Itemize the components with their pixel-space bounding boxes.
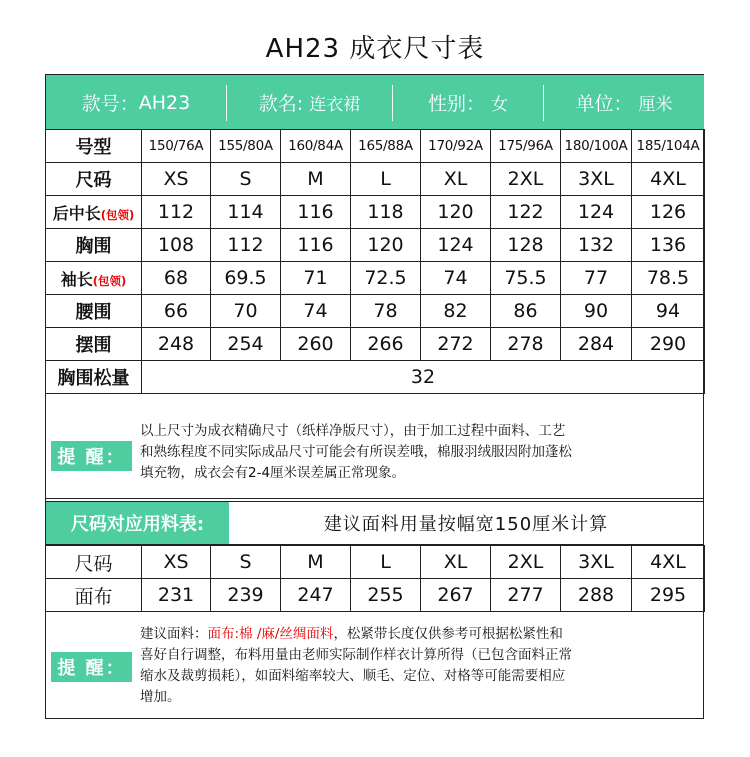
size-cell: XL [421, 163, 491, 196]
size-cell: 3XL [561, 163, 632, 196]
table-row [46, 196, 705, 229]
chest-cell: 112 [211, 229, 281, 262]
size-cell: 4XL [632, 163, 705, 196]
note-line: 以上尺寸为成衣精确尺寸（纸样净版尺寸），由于加工过程中面料、工艺 [140, 423, 566, 439]
back-length-cell: 112 [142, 196, 211, 229]
sleeve-cell: 72.5 [351, 262, 421, 295]
model-cell: 150/76A [142, 130, 211, 163]
chest-ease-value: 32 [142, 361, 705, 394]
fabric-size-cell: 4XL [632, 546, 705, 579]
note-line: 填充物，成衣会有2-4厘米误差属正常现象。 [140, 465, 406, 481]
fabric-size-label: 尺码 [46, 546, 142, 579]
size-table [45, 129, 705, 394]
fabric-size-cell: M [281, 546, 351, 579]
note-prefix: 建议面料： [140, 626, 208, 642]
note-line: 增加。 [140, 689, 181, 705]
back-length-cell: 122 [491, 196, 561, 229]
sleeve-cell: 75.5 [491, 262, 561, 295]
note-fabric-highlight: 面布:棉 /麻/丝绸面料 [207, 626, 334, 642]
size-cell: M [281, 163, 351, 196]
sleeve-cell: 77 [561, 262, 632, 295]
model-cell: 160/84A [281, 130, 351, 163]
chest-cell: 108 [142, 229, 211, 262]
back-length-cell: 116 [281, 196, 351, 229]
table-row [46, 328, 705, 361]
row-label-waist: 腰围 [46, 295, 142, 328]
waist-cell: 66 [142, 295, 211, 328]
page-title: AH23 成衣尺寸表 [265, 34, 485, 64]
table-row [46, 361, 705, 394]
fabric-value-cell: 295 [632, 579, 705, 612]
hem-cell: 272 [421, 328, 491, 361]
sleeve-cell: 74 [421, 262, 491, 295]
fabric-note-text [140, 624, 700, 708]
fabric-table [45, 545, 705, 612]
table-row [46, 229, 705, 262]
chest-cell: 120 [351, 229, 421, 262]
table-row [46, 546, 705, 579]
gender-value: 女 [491, 95, 508, 115]
hem-cell: 260 [281, 328, 351, 361]
waist-cell: 82 [421, 295, 491, 328]
fabric-size-cell: 3XL [561, 546, 632, 579]
size-cell: XS [142, 163, 211, 196]
waist-cell: 90 [561, 295, 632, 328]
fabric-size-cell: XS [142, 546, 211, 579]
waist-cell: 70 [211, 295, 281, 328]
chest-cell: 128 [491, 229, 561, 262]
waist-cell: 74 [281, 295, 351, 328]
fabric-band-label: 尺码对应用料表: [46, 502, 229, 544]
sleeve-label: 袖长 [60, 269, 93, 289]
table-row [46, 579, 705, 612]
back-length-cell: 124 [561, 196, 632, 229]
note-line: 缩水及裁剪损耗），如面料缩率较大、顺毛、定位、对格等可能需要相应 [140, 668, 566, 684]
fabric-value-cell: 267 [421, 579, 491, 612]
table-row [46, 163, 705, 196]
note-line: 喜好自行调整，布料用量由老师实际制作样衣计算所得（已包含面料正常 [140, 647, 572, 663]
note-suffix: ，松紧带长度仅供参考可根据松紧性和 [333, 626, 563, 642]
sleeve-note: (包领) [92, 273, 127, 288]
hem-cell: 266 [351, 328, 421, 361]
chest-cell: 124 [421, 229, 491, 262]
back-length-label: 后中长 [52, 203, 101, 223]
gender-label: 性别： [427, 93, 485, 115]
sleeve-cell: 69.5 [211, 262, 281, 295]
hem-cell: 248 [142, 328, 211, 361]
name-label: 款名: [258, 93, 304, 115]
hem-cell: 278 [491, 328, 561, 361]
fabric-band [45, 501, 704, 545]
model-cell: 175/96A [491, 130, 561, 163]
fabric-value-cell: 247 [281, 579, 351, 612]
fabric-band-note: 建议面料用量按幅宽150厘米计算 [323, 514, 609, 535]
table-row [46, 295, 705, 328]
back-length-cell: 120 [421, 196, 491, 229]
header-bar [46, 75, 704, 130]
gender-field [393, 75, 543, 130]
hem-cell: 284 [561, 328, 632, 361]
name-value: 连衣裙 [309, 95, 361, 115]
model-cell: 155/80A [211, 130, 281, 163]
size-cell: 2XL [491, 163, 561, 196]
row-label-sleeve [46, 262, 142, 295]
row-label-chest-ease: 胸围松量 [46, 361, 142, 394]
note-line [140, 624, 700, 645]
style-field [46, 75, 226, 130]
waist-cell: 78 [351, 295, 421, 328]
fabric-label: 面布 [46, 579, 142, 612]
fabric-size-cell: L [351, 546, 421, 579]
tip-badge: 提 醒： [51, 441, 132, 471]
chest-cell: 132 [561, 229, 632, 262]
back-length-cell: 114 [211, 196, 281, 229]
chest-cell: 136 [632, 229, 705, 262]
fabric-value-cell: 231 [142, 579, 211, 612]
back-length-cell: 126 [632, 196, 705, 229]
model-cell: 165/88A [351, 130, 421, 163]
sleeve-cell: 78.5 [632, 262, 705, 295]
note-line: 和熟练程度不同实际成品尺寸可能会有所误差哦，棉服羽绒服因附加蓬松 [140, 444, 572, 460]
back-length-cell: 118 [351, 196, 421, 229]
size-note-text [140, 421, 700, 484]
row-label-chest: 胸围 [46, 229, 142, 262]
row-label-back-length [46, 196, 142, 229]
sleeve-cell: 68 [142, 262, 211, 295]
fabric-value-cell: 288 [561, 579, 632, 612]
sleeve-cell: 71 [281, 262, 351, 295]
hem-cell: 254 [211, 328, 281, 361]
table-row [46, 130, 705, 163]
fabric-value-cell: 239 [211, 579, 281, 612]
name-field [227, 75, 392, 130]
size-cell: S [211, 163, 281, 196]
row-label-size: 尺码 [46, 163, 142, 196]
style-value: AH23 [138, 91, 191, 114]
chest-cell: 116 [281, 229, 351, 262]
model-cell: 185/104A [632, 130, 705, 163]
table-row [46, 262, 705, 295]
back-length-note: (包领) [100, 207, 135, 222]
hem-cell: 290 [632, 328, 705, 361]
model-cell: 170/92A [421, 130, 491, 163]
unit-value: 厘米 [638, 95, 673, 115]
fabric-value-cell: 277 [491, 579, 561, 612]
waist-cell: 94 [632, 295, 705, 328]
unit-label: 单位： [575, 93, 633, 115]
tip-badge: 提 醒： [51, 652, 132, 682]
row-label-hem: 摆围 [46, 328, 142, 361]
waist-cell: 86 [491, 295, 561, 328]
fabric-size-cell: S [211, 546, 281, 579]
row-label-model: 号型 [46, 130, 142, 163]
style-label: 款号： [81, 93, 139, 115]
size-cell: L [351, 163, 421, 196]
fabric-size-cell: XL [421, 546, 491, 579]
unit-field [544, 75, 704, 130]
fabric-size-cell: 2XL [491, 546, 561, 579]
model-cell: 180/100A [561, 130, 632, 163]
fabric-value-cell: 255 [351, 579, 421, 612]
